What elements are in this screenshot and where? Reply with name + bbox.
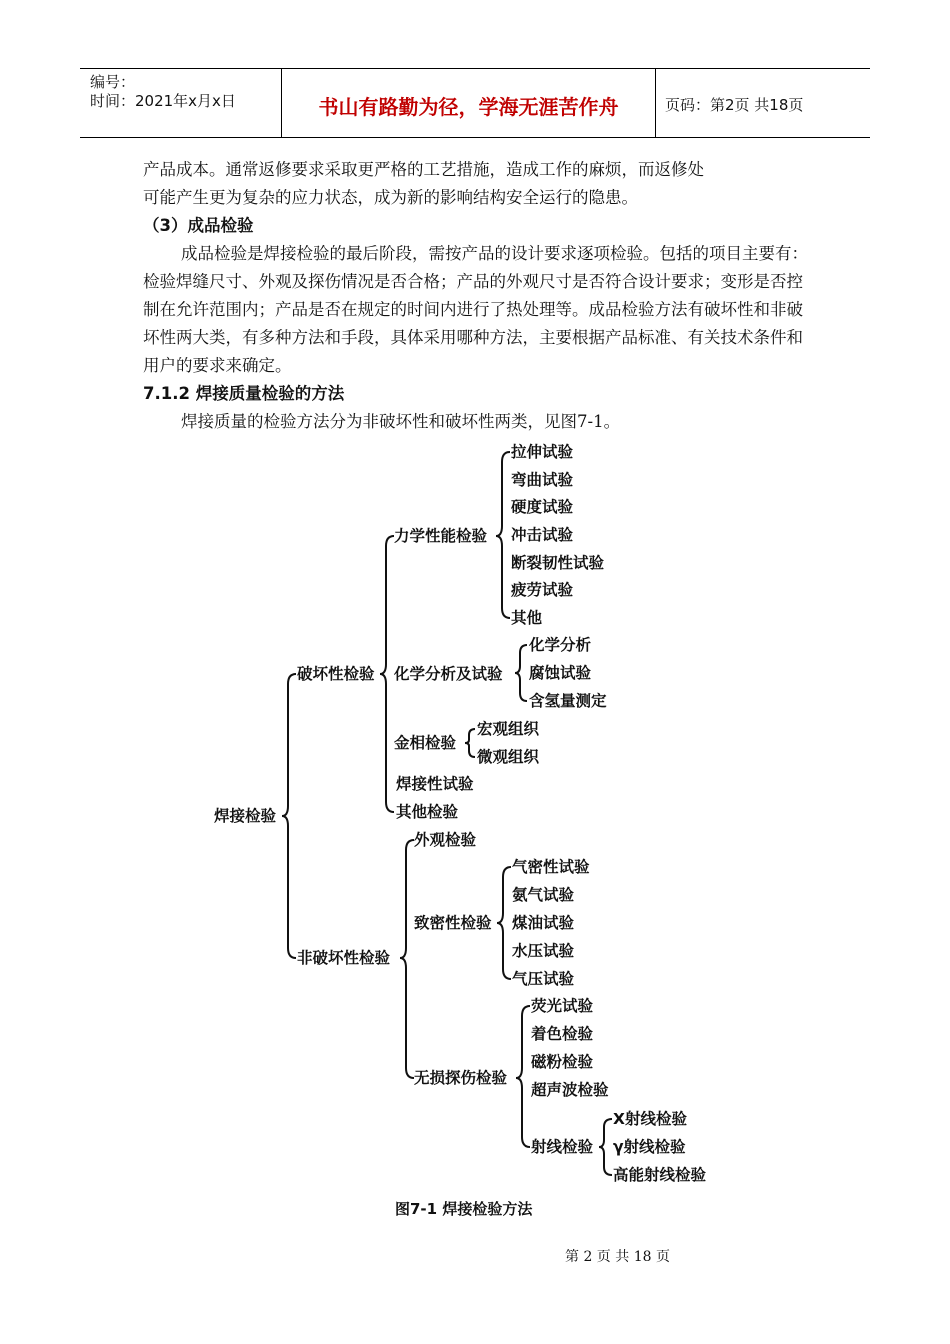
header-divider (655, 69, 656, 137)
tree-node-destructive: 破坏性检验 (297, 665, 375, 683)
tree-node-ndt: 无损探伤检验 (414, 1069, 508, 1087)
tree-leaf: 冲击试验 (511, 526, 574, 544)
tree-leaf: 磁粉检验 (531, 1053, 594, 1071)
paragraph-line: 可能产生更为复杂的应力状态，成为新的影响结构安全运行的隐患。 (143, 188, 638, 207)
tree-leaf: 超声波检验 (531, 1081, 609, 1099)
tree-leaf: 化学分析 (529, 636, 592, 654)
tree-leaf: 硬度试验 (511, 498, 574, 516)
tree-leaf: 腐蚀试验 (529, 664, 592, 682)
tree-leaf: 拉伸试验 (511, 443, 574, 461)
tree-leaf: 气压试验 (512, 970, 575, 988)
figure-caption: 图7-1 焊接检验方法 (395, 1200, 533, 1218)
tree-leaf: γ射线检验 (613, 1138, 686, 1156)
tree-node-radiography: 射线检验 (531, 1138, 594, 1156)
tree-leaf: X射线检验 (613, 1110, 687, 1128)
tree-leaf: 荧光试验 (531, 997, 594, 1015)
tree-node-root: 焊接检验 (214, 807, 277, 825)
tree-node-other: 其他检验 (396, 803, 459, 821)
tree-node-nondestructive: 非破坏性检验 (297, 949, 391, 967)
tree-node-tightness: 致密性检验 (414, 914, 492, 932)
header-meta (90, 73, 236, 111)
tree-leaf: 疲劳试验 (511, 581, 574, 599)
tree-leaf: 高能射线检验 (613, 1166, 707, 1184)
paragraph: 焊接质量的检验方法分为非破坏性和破坏性两类，见图7-1。 (181, 412, 621, 431)
tree-leaf: 断裂韧性试验 (511, 554, 605, 572)
paragraph-line: 产品成本。通常返修要求采取更严格的工艺措施，造成工作的麻烦，而返修处 (143, 160, 704, 179)
tree-node-weldability: 焊接性试验 (396, 775, 474, 793)
page-info: 页码：第2页 共18页 (665, 96, 804, 114)
tree-node-mechanical: 力学性能检验 (394, 527, 488, 545)
header-motto: 书山有路勤为径，学海无涯苦作舟 (318, 95, 619, 119)
tree-leaf: 煤油试验 (512, 914, 575, 932)
tree-leaf: 氨气试验 (512, 886, 575, 904)
tree-leaf: 着色检验 (531, 1025, 594, 1043)
tree-leaf: 含氢量测定 (529, 692, 607, 710)
time-label: 时间：2021年x月x日 (90, 92, 236, 110)
tree-leaf: 宏观组织 (477, 720, 540, 738)
section-heading: 7.1.2 焊接质量检验的方法 (143, 384, 345, 403)
tree-node-metallography: 金相检验 (394, 734, 457, 752)
tree-leaf: 微观组织 (477, 748, 540, 766)
number-label: 编号： (90, 73, 136, 91)
tree-leaf: 水压试验 (512, 942, 575, 960)
tree-leaf: 其他 (511, 609, 543, 627)
tree-node-visual: 外观检验 (414, 831, 477, 849)
page-header (80, 68, 870, 138)
tree-node-chemical: 化学分析及试验 (394, 665, 503, 683)
paragraph: 成品检验是焊接检验的最后阶段，需按产品的设计要求逐项检验。包括的项目主要有：检验焊缝尺寸、外观及探伤情况是否合格；产品的外观尺寸是否符合设计要求；变形是否控制在允许范围内；产品是否在规定的时间内进行了热处理等。成品检验方法有破坏性和非破坏性两大类，有多种方法和手段，具体采用哪种方法，主要根据产品标准、有关技术条件和用户的要求来确定。 (143, 244, 808, 375)
tree-leaf: 气密性试验 (512, 858, 590, 876)
subsection-heading: （3）成品检验 (143, 216, 254, 235)
page-footer: 第 2 页 共 18 页 (565, 1249, 670, 1265)
tree-leaf: 弯曲试验 (511, 471, 574, 489)
